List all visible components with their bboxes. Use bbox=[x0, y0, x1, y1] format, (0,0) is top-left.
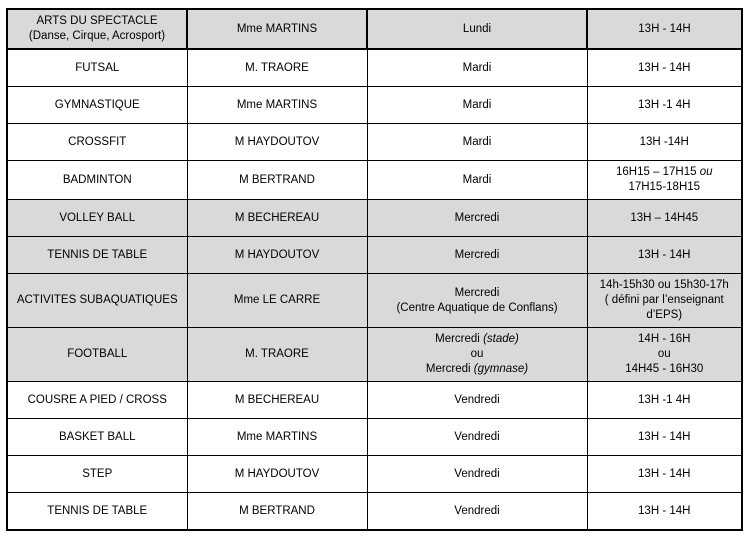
activity-text-line: BASKET BALL bbox=[59, 430, 136, 443]
activity-cell bbox=[7, 49, 187, 87]
day-text-line: Mardi bbox=[462, 61, 492, 74]
time-text-line: d’EPS) bbox=[646, 309, 683, 321]
teacher-text-line: M BERTRAND bbox=[239, 173, 315, 186]
day-cell bbox=[367, 456, 587, 493]
time-text-line: 13H - 14H bbox=[638, 248, 691, 261]
day-cell bbox=[367, 200, 587, 237]
teacher-cell bbox=[187, 328, 367, 382]
teacher-cell bbox=[187, 161, 367, 200]
activity-text-line: ACTIVITES SUBAQUATIQUES bbox=[16, 294, 178, 306]
activity-text-line: STEP bbox=[82, 467, 113, 480]
time-text-line: 13H - 14H bbox=[638, 430, 691, 443]
time-text-line: 13H - 14H bbox=[638, 504, 691, 517]
teacher-text-line: M. TRAORE bbox=[245, 61, 309, 74]
schedule-row bbox=[7, 493, 742, 531]
teacher-cell bbox=[187, 124, 367, 161]
teacher-text-line: Mme MARTINS bbox=[236, 98, 318, 111]
activity-cell bbox=[7, 328, 187, 382]
schedule-row bbox=[7, 87, 742, 124]
time-cell bbox=[587, 456, 742, 493]
time-cell bbox=[587, 328, 742, 382]
day-cell bbox=[367, 237, 587, 274]
time-text-line: 13H -1 4H bbox=[638, 393, 691, 406]
time-cell bbox=[587, 237, 742, 274]
time-cell bbox=[587, 87, 742, 124]
time-cell bbox=[587, 274, 742, 328]
teacher-cell bbox=[187, 274, 367, 328]
schedule-table-body bbox=[7, 9, 742, 530]
teacher-text-line: M BECHEREAU bbox=[234, 393, 320, 406]
activity-cell bbox=[7, 161, 187, 200]
teacher-text-line: M HAYDOUTOV bbox=[234, 248, 320, 261]
day-cell bbox=[367, 124, 587, 161]
day-text-line: Mercredi bbox=[454, 211, 500, 224]
teacher-cell bbox=[187, 382, 367, 419]
time-cell bbox=[587, 493, 742, 531]
teacher-cell bbox=[187, 9, 367, 49]
activity-cell bbox=[7, 419, 187, 456]
time-text-line: 14H45 - 16H30 bbox=[625, 363, 704, 375]
time-text-line: 13H -1 4H bbox=[638, 98, 691, 111]
teacher-text-line: M. TRAORE bbox=[245, 348, 309, 360]
day-cell bbox=[367, 274, 587, 328]
teacher-cell bbox=[187, 419, 367, 456]
activity-text-line: (Danse, Cirque, Acrosport) bbox=[28, 30, 166, 42]
time-text-line: 16H15 – 17H15 ou bbox=[615, 166, 713, 178]
time-text-line: 14h-15h30 ou 15h30-17h bbox=[599, 279, 729, 291]
activity-text-line: FUTSAL bbox=[75, 61, 120, 74]
day-text-line: Vendredi bbox=[454, 393, 500, 406]
time-text-line: 13H - 14H bbox=[638, 22, 691, 35]
day-text-line: Mardi bbox=[462, 135, 492, 148]
teacher-text-line: Mme MARTINS bbox=[236, 22, 318, 35]
time-text-line: 17H15-18H15 bbox=[628, 181, 701, 193]
day-cell bbox=[367, 328, 587, 382]
day-text-line: Mardi bbox=[462, 173, 492, 186]
teacher-cell bbox=[187, 237, 367, 274]
schedule-row bbox=[7, 200, 742, 237]
teacher-cell bbox=[187, 456, 367, 493]
day-text-line: Lundi bbox=[462, 22, 492, 35]
time-text-line: 13H -14H bbox=[639, 135, 689, 148]
time-text-line: ( défini par l’enseignant bbox=[604, 294, 724, 306]
schedule-row bbox=[7, 49, 742, 87]
time-cell bbox=[587, 419, 742, 456]
teacher-cell bbox=[187, 87, 367, 124]
teacher-cell bbox=[187, 49, 367, 87]
activity-cell bbox=[7, 237, 187, 274]
time-text-line: 14H - 16H bbox=[638, 333, 691, 345]
day-cell bbox=[367, 161, 587, 200]
schedule-row bbox=[7, 328, 742, 382]
activity-cell bbox=[7, 456, 187, 493]
schedule-row bbox=[7, 161, 742, 200]
teacher-text-line: Mme MARTINS bbox=[236, 430, 318, 443]
schedule-row bbox=[7, 237, 742, 274]
activity-cell bbox=[7, 274, 187, 328]
schedule-row bbox=[7, 124, 742, 161]
activity-cell bbox=[7, 200, 187, 237]
activity-text-line: ARTS DU SPECTACLE bbox=[36, 15, 158, 27]
activity-cell bbox=[7, 87, 187, 124]
activity-text-line: FOOTBALL bbox=[67, 348, 128, 360]
time-cell bbox=[587, 200, 742, 237]
time-cell bbox=[587, 124, 742, 161]
time-cell bbox=[587, 382, 742, 419]
activity-text-line: CROSSFIT bbox=[68, 135, 127, 148]
teacher-text-line: Mme LE CARRE bbox=[233, 294, 321, 306]
time-text-line: 13H - 14H bbox=[638, 467, 691, 480]
day-cell bbox=[367, 9, 587, 49]
day-text-line: Mercredi (gymnase) bbox=[425, 363, 529, 375]
schedule-row bbox=[7, 274, 742, 328]
time-text-line: 13H – 14H45 bbox=[630, 211, 699, 224]
activity-text-line: GYMNASTIQUE bbox=[54, 98, 140, 111]
time-text-line: 13H - 14H bbox=[638, 61, 691, 74]
activity-cell bbox=[7, 493, 187, 531]
day-text-line: Mercredi (stade) bbox=[435, 333, 519, 345]
teacher-cell bbox=[187, 493, 367, 531]
schedule-row bbox=[7, 382, 742, 419]
activity-text-line: TENNIS DE TABLE bbox=[47, 248, 148, 261]
day-text-line: ou bbox=[470, 348, 484, 360]
activity-text-line: TENNIS DE TABLE bbox=[47, 504, 148, 517]
teacher-text-line: M BERTRAND bbox=[239, 504, 315, 517]
day-text-line: Mardi bbox=[462, 98, 492, 111]
teacher-text-line: M BECHEREAU bbox=[234, 211, 320, 224]
time-cell bbox=[587, 9, 742, 49]
teacher-cell bbox=[187, 200, 367, 237]
day-text-line: Vendredi bbox=[454, 430, 500, 443]
teacher-text-line: M HAYDOUTOV bbox=[234, 135, 320, 148]
schedule-row bbox=[7, 456, 742, 493]
activity-text-line: VOLLEY BALL bbox=[59, 211, 136, 224]
time-text-line: ou bbox=[657, 348, 671, 360]
day-cell bbox=[367, 419, 587, 456]
time-cell bbox=[587, 161, 742, 200]
activity-cell bbox=[7, 382, 187, 419]
activity-text-line: COUSRE A PIED / CROSS bbox=[27, 393, 167, 406]
activity-text-line: BADMINTON bbox=[62, 173, 132, 186]
day-cell bbox=[367, 382, 587, 419]
day-text-line: (Centre Aquatique de Conflans) bbox=[396, 301, 558, 314]
time-cell bbox=[587, 49, 742, 87]
day-text-line: Vendredi bbox=[454, 504, 500, 517]
day-cell bbox=[367, 49, 587, 87]
day-cell bbox=[367, 493, 587, 531]
day-text-line: Vendredi bbox=[454, 467, 500, 480]
day-cell bbox=[367, 87, 587, 124]
schedule-row bbox=[7, 419, 742, 456]
activity-cell bbox=[7, 124, 187, 161]
schedule-row bbox=[7, 9, 742, 49]
day-text-line: Mercredi bbox=[454, 286, 500, 299]
teacher-text-line: M HAYDOUTOV bbox=[234, 467, 320, 480]
activities-schedule-table bbox=[6, 8, 743, 531]
day-text-line: Mercredi bbox=[454, 248, 500, 261]
activity-cell bbox=[7, 9, 187, 49]
